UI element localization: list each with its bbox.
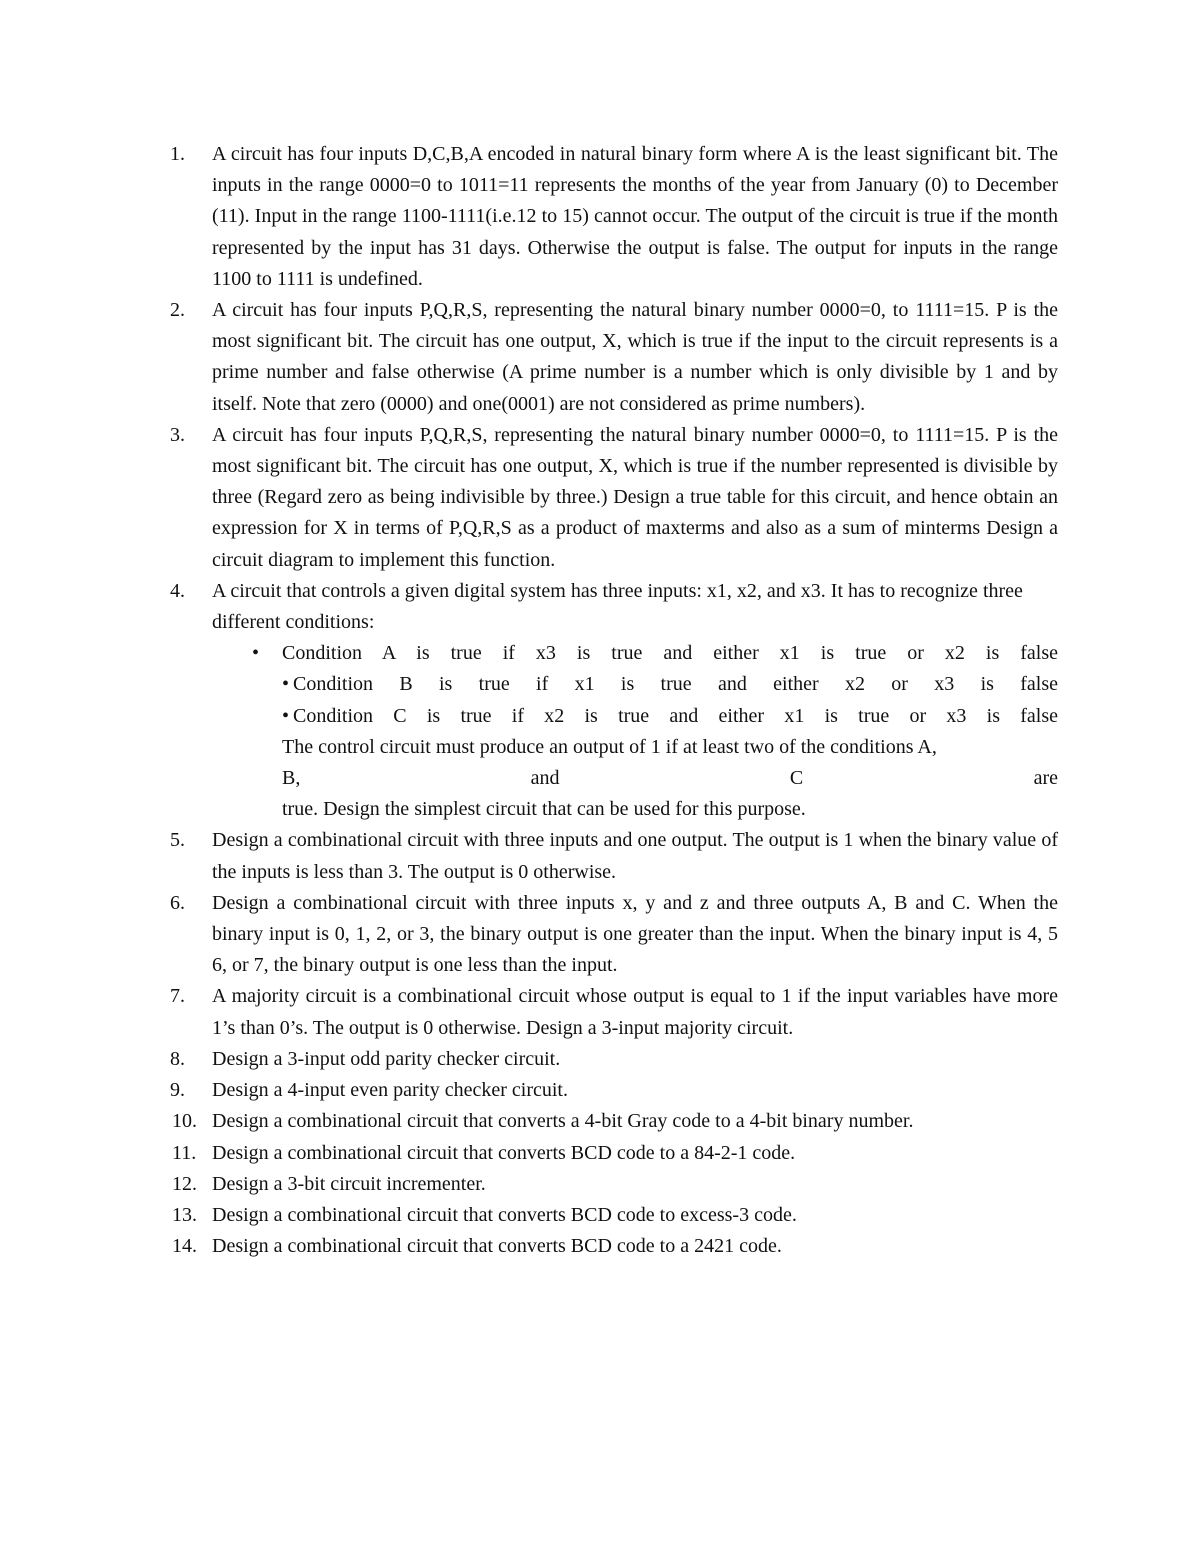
condition-text: Condition B is true if x1 is true and either x2 or x3 is false [293, 673, 1058, 696]
list-item [172, 1200, 1058, 1231]
list-item [170, 825, 1058, 887]
item-number: 11. [172, 1141, 197, 1164]
list-item [170, 888, 1058, 982]
item-text: A circuit has four inputs D,C,B,A encoded in natural binary form where A is the least significant bit. The inputs in the range 0000=0 to 1011=11 represents the months of the year from January (0) to December (11). Input in the range 1100-1111(i.e.12 to 15) cannot occur. The output of the circuit is true if the month represented by the input has 31 days. Otherwise the output is false. The output for inputs in the range 1100 to 1111 is undefined. [212, 143, 1058, 290]
condition-text: Condition C is true if x2 is true and either x1 is true or x3 is false [293, 704, 1058, 727]
problem-list [170, 139, 1058, 1262]
condition-list [212, 638, 1058, 825]
spread-word: C [789, 767, 804, 790]
item-text: Design a combinational circuit with three inputs x, y and z and three outputs A, B and C. When the binary input is 0, 1, 2, or 3, the binary output is one greater than the input. When the binary input is 4, 5 6, or 7, the binary output is one less than the input. [212, 891, 1058, 977]
bullet-icon: • [282, 704, 290, 727]
item-text: A circuit has four inputs P,Q,R,S, representing the natural binary number 0000=0, to 1111=15. P is the most significant bit. The circuit has one output, X, which is true if the input to the circuit represents is a prime number and false otherwise (A prime number is a number which is only divisible by 1 and by itself. Note that zero (0000) and one(0001) are not considered as prime numbers). [212, 299, 1058, 415]
item-number: 8. [170, 1047, 185, 1070]
condition-outro-spread [212, 763, 1058, 794]
list-item [170, 1075, 1058, 1106]
item-number: 3. [170, 423, 185, 446]
spread-word: are [1033, 767, 1058, 790]
item-text: A majority circuit is a combinational circuit whose output is equal to 1 if the input variables have more 1’s than 0’s. The output is 0 otherwise. Design a 3-input majority circuit. [212, 985, 1058, 1039]
item-text: Design a combinational circuit that converts BCD code to excess-3 code. [212, 1203, 797, 1226]
list-item [170, 981, 1058, 1043]
list-item [170, 420, 1058, 576]
item-text: Design a combinational circuit that converts a 4-bit Gray code to a 4-bit binary number. [212, 1110, 914, 1133]
condition-line [212, 701, 1058, 732]
item-number: 1. [170, 143, 185, 165]
item-number: 13. [172, 1203, 197, 1226]
condition-line [212, 669, 1058, 700]
item-text: Design a combinational circuit with three inputs and one output. The output is 1 when the binary value of the inputs is less than 3. The output is 0 otherwise. [212, 829, 1058, 883]
list-item [170, 1044, 1058, 1075]
item-text: A circuit has four inputs P,Q,R,S, representing the natural binary number 0000=0, to 1111=15. P is the most significant bit. The circuit has one output, X, which is true if the number represented is divisible by three (Regard zero as being indivisible by three.) Design a true table for this circuit, and hence obtain an expression for X in terms of P,Q,R,S as a product of maxterms and also as a sum of minterms Design a circuit diagram to implement this function. [212, 423, 1058, 571]
condition-text: Condition A is true if x3 is true and either x1 is true or x2 is false [282, 642, 1058, 665]
list-item [172, 1138, 1058, 1169]
item-number: 5. [170, 829, 185, 852]
item-number: 12. [172, 1172, 197, 1195]
item-text: Design a combinational circuit that converts BCD code to a 2421 code. [212, 1235, 782, 1258]
list-item [172, 1106, 1058, 1137]
condition-outro: The control circuit must produce an output of 1 if at least two of the conditions A, [282, 735, 937, 758]
item-number: 6. [170, 891, 185, 914]
list-item [172, 1231, 1058, 1262]
item-text: Design a 3-input odd parity checker circuit. [212, 1047, 561, 1070]
item-intro-text: A circuit that controls a given digital system has three inputs: x1, x2, and x3. It has to recognize three different conditions: [212, 579, 1023, 634]
bullet-icon: • [252, 642, 260, 665]
list-item [172, 1169, 1058, 1200]
list-item [170, 295, 1058, 420]
item-number: 9. [170, 1079, 185, 1102]
item-number: 14. [172, 1235, 197, 1258]
spread-word: and [530, 767, 560, 790]
item-text: Design a 3-bit circuit incrementer. [212, 1172, 486, 1195]
item-number: 4. [170, 579, 185, 602]
condition-outro-tail: true. Design the simplest circuit that can be used for this purpose. [282, 798, 806, 821]
item-number: 10. [172, 1110, 197, 1133]
condition-line [212, 638, 1058, 669]
item-text: Design a 4-input even parity checker circuit. [212, 1079, 568, 1102]
item-number: 2. [170, 299, 185, 322]
spread-word: B, [282, 767, 301, 790]
item-text: Design a combinational circuit that converts BCD code to a 84-2-1 code. [212, 1141, 796, 1164]
bullet-icon: • [282, 673, 290, 696]
item-number: 7. [170, 985, 185, 1008]
list-item [170, 139, 1058, 295]
list-item [170, 576, 1058, 826]
